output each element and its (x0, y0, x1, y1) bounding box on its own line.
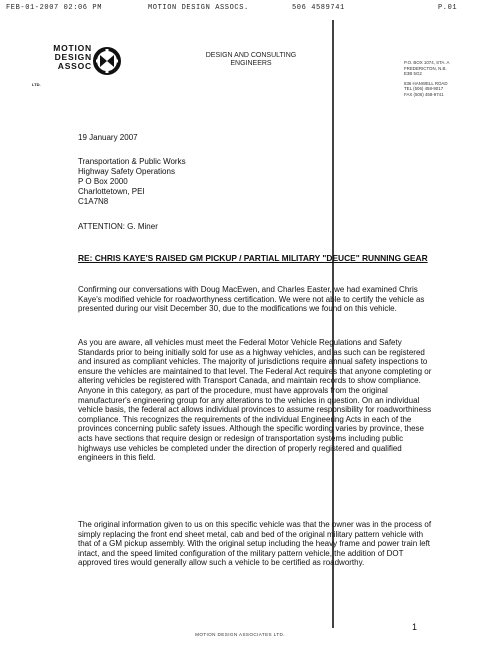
letterhead-tagline: DESIGN AND CONSULTING ENGINEERS (205, 52, 297, 67)
paragraph: Confirming our conversations with Doug MacEwen, and Charles Easter, we had examined Chris Kaye's modified vehicle for roadworthyness certification. We were not able to certify the vehicle as presented during our visit December 30, due to the modifications we found on this vehicle. (78, 285, 425, 314)
paragraph: As you are aware, all vehicles must meet the Federal Motor Vehicle Regulations and Safety Standards prior to being initially sold for use as a highway vehicles, and as such can be registered and insured as compliant vehicles. The majority of jurisdictions require annual safety inspections to ensure the vehicles are maintained to that level. The Federal Act requires that anyone completing or altering vehicles be registered with Transport Canada, and maintain records to show compliance. Anyone in this category, as part of the procedure, must have approvals from the original manufacturer's engineering group for any alterations to the vehicles in question. On an individual vehicle basis, the federal act allows individual provinces to assume responsibility for roadworthiness compliance. This recognizes the requirements of the individual Engineering Acts in each of the provinces concerning public safety issues. Although the specific wording varies by province, these acts have sections that require design or redesign of transportation systems including public highways use vehicles be completed under the direction of properly registered and qualified engineers in this field. (78, 338, 432, 463)
paragraph: The original information given to us on this specific vehicle was that the owner was in the process of simply replacing the front end sheet metal, cab and bed of the original military pattern vehicle with that of a GM pickup assembly. With the original setup including the heavy frame and power train left intact, and the speed limited configuration of the military pattern vehicle, the addition of DOT approved tires would generally allow such a vehicle to be certified as roadworthy. (78, 520, 432, 568)
fax-sender: MOTION DESIGN ASSOCS. (148, 4, 249, 12)
logo-wordmark (30, 44, 92, 70)
page-number: 1 (412, 622, 418, 632)
contact-line: 836 HANWELL ROAD (404, 80, 448, 86)
recipient-line: P O Box 2000 (78, 177, 128, 186)
letterhead-address (404, 60, 480, 98)
letter-date: 19 January 2007 (78, 133, 138, 142)
logo-suffix: LTD. (32, 82, 41, 87)
contact-line: TEL (506) 458-9017 (404, 86, 444, 92)
logo-line: MOTION (53, 43, 92, 53)
recipient-line: Highway Safety Operations (78, 167, 175, 176)
fax-number: 506 4589741 (292, 4, 345, 12)
logo-line: ASSOC (57, 60, 92, 71)
address-line: P.O. BOX 1074, STA. A (404, 60, 450, 65)
recipient-line: C1A7N8 (78, 197, 109, 206)
attention-line: ATTENTION: G. Miner (78, 222, 158, 231)
company-logo (30, 44, 130, 94)
contact-line: FAX (506) 458-9741 (404, 91, 444, 97)
arrow-circle-icon (92, 46, 122, 76)
recipient-line: Transportation & Public Works (78, 157, 186, 166)
address-line: E3B 5G2 (404, 71, 422, 77)
subject-line: RE: CHRIS KAYE'S RAISED GM PICKUP / PARTIAL MILITARY "DEUCE" RUNNING GEAR (78, 253, 428, 263)
footer-company: MOTION DESIGN ASSOCIATES LTD. (195, 632, 285, 637)
logo-line: DESIGN (54, 51, 92, 62)
recipient-address (78, 157, 438, 207)
address-line: FREDERICTON, N.B. (404, 65, 447, 71)
fax-page: P.01 (438, 4, 458, 12)
fax-datetime: FEB-01-2007 02:06 PM (6, 4, 103, 12)
fax-header (0, 4, 480, 16)
recipient-line: Charlottetown, PEI (78, 187, 145, 196)
